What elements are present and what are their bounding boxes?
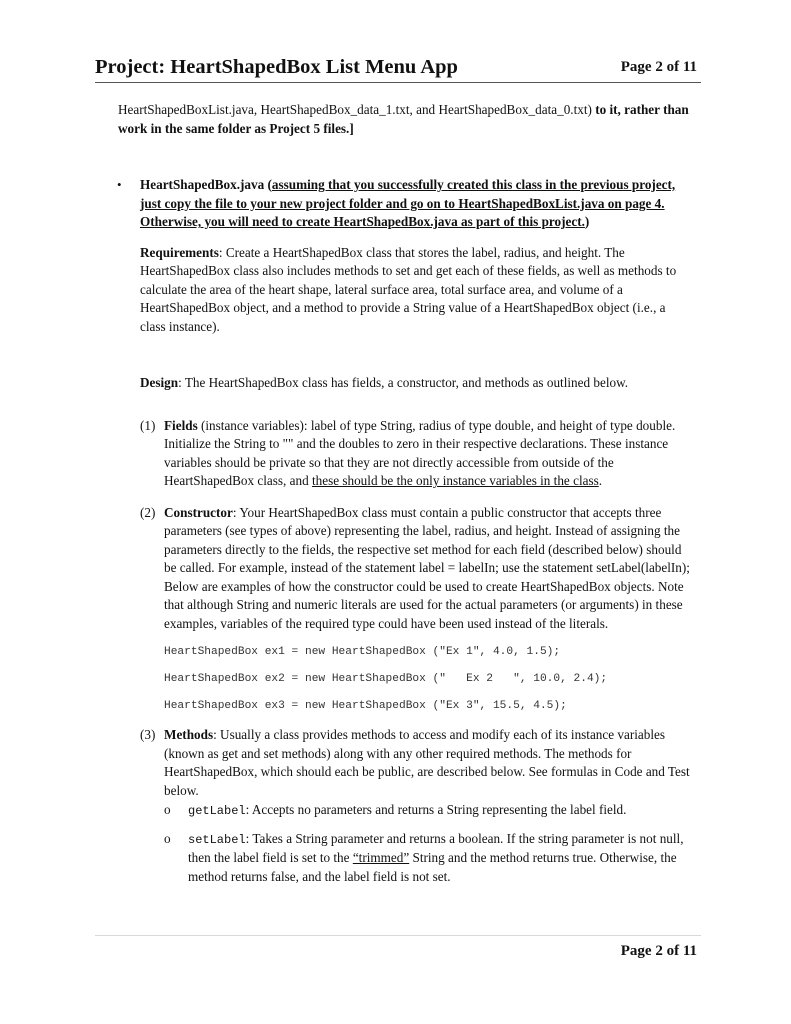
intro-paragraph	[118, 101, 693, 138]
constructor-item	[140, 504, 693, 714]
bullet-heartshapedbox	[118, 176, 693, 886]
bullet-open-paren: (	[264, 177, 272, 192]
method-setlabel	[164, 830, 693, 887]
code-line: HeartShapedBox ex1 = new HeartShapedBox ("Ex 1", 4.0, 1.5);	[164, 646, 561, 658]
constructor-label: Constructor	[164, 504, 233, 520]
method-text: : Takes a String parameter and returns a boolean. If the string parameter is not null, then the label field is set to the	[188, 830, 684, 865]
bullet-marker: •	[117, 177, 122, 192]
footer-page-number: Page 2 of 11	[620, 943, 697, 959]
intro-text: HeartShapedBoxList.java, HeartShapedBox_data_1.txt, and HeartShapedBox_data_0.txt)	[118, 102, 592, 117]
fields-item	[140, 417, 693, 491]
methods-paragraph	[164, 726, 693, 800]
design-text: : The HeartShapedBox class has fields, a constructor, and methods as outlined below.	[178, 375, 629, 390]
intro-bold-text: to it, rather than work in the same folder as Project 5 files.]	[118, 102, 689, 136]
method-text: : Accepts no parameters and returns a String representing the label field.	[245, 802, 627, 817]
requirements-label: Requirements	[140, 244, 219, 260]
design-label: Design	[140, 375, 179, 390]
header-title: Project: HeartShapedBox List Menu App	[95, 56, 458, 78]
getlabel-description	[188, 801, 693, 821]
method-name: setLabel	[188, 832, 246, 847]
footer-divider	[95, 935, 701, 936]
method-name: getLabel	[188, 804, 246, 818]
bullet-close-paren: )	[584, 214, 590, 229]
constructor-number: (2)	[140, 504, 156, 520]
constructor-text: : Your HeartShapedBox class must contain a public constructor that accepts three parameters (see types of above) representing the label, radius, and height. Instead of assigning the parameters directly to the fields, the respective set method for each field (described below) should be called. For example, instead of the statement label = labelIn; use the statement setLabel(labelIn); Below are examples of how the constructor could be used to create HeartShapedBox objects. Note that although String and numeric literals are used for the actual parameters (or arguments) in these examples, variables of the required type could have been used instead of the literals.	[164, 504, 690, 631]
methods-item	[140, 726, 693, 886]
fields-underlined-text: these should be the only instance variables in the class	[311, 473, 599, 488]
design-paragraph	[140, 374, 693, 393]
bullet-heading	[140, 176, 693, 232]
sub-bullet-marker: o	[164, 830, 171, 846]
document-body	[118, 101, 693, 899]
code-examples	[164, 645, 693, 713]
requirements-text: : Create a HeartShapedBox class that stores the label, radius, and height. The HeartShapedBox class also includes methods to set and get each of these fields, as well as methods to calculate the area of the heart shape, lateral surface area, total surface area, and volume of a HeartShapedBox object, and a method to provide a String value of a HeartShapedBox object (i.e., a class instance).	[140, 244, 677, 334]
code-line: HeartShapedBox ex2 = new HeartShapedBox (" Ex 2 ", 10.0, 2.4);	[164, 673, 608, 685]
code-line: HeartShapedBox ex3 = new HeartShapedBox ("Ex 3", 15.5, 4.5);	[164, 700, 567, 712]
methods-text: : Usually a class provides methods to access and modify each of its instance variables (known as get and set methods) along with any other required methods. The methods for HeartShapedBox, which should each be public, are described below. See formulas in Code and Test below.	[164, 727, 690, 798]
page-header	[95, 56, 701, 83]
methods-number: (3)	[140, 727, 156, 742]
sub-bullet-marker: o	[164, 802, 171, 817]
method-getlabel	[164, 801, 693, 821]
fields-number: (1)	[140, 417, 156, 433]
header-page-number: Page 2 of 11	[620, 59, 697, 75]
methods-label: Methods	[164, 727, 214, 742]
fields-label: Fields	[164, 417, 198, 433]
bullet-file-name: HeartShapedBox.java	[140, 177, 265, 192]
fields-end: .	[598, 473, 603, 488]
bullet-note: assuming that you successfully created this class in the previous project, just copy the file to your new project folder and go on to HeartShapedBoxList.java on page 4. Otherwise, you will need to create HeartShapedBox.java as part of this project.	[140, 177, 676, 229]
fields-text: (instance variables): label of type String, radius of type double, and height of type double. Initialize the String to "" and the doubles to zero in their respective declarations. These instance variables should be private so that they are not directly accessible from outside of the HeartShapedBox class, and	[164, 417, 676, 488]
fields-paragraph	[164, 417, 693, 491]
setlabel-description	[188, 830, 693, 887]
method-text-after: String and the method returns true. Otherwise, the method returns false, and the label field is not set.	[188, 850, 677, 884]
requirements-paragraph	[140, 244, 693, 337]
method-underlined-text: “trimmed”	[352, 850, 410, 865]
constructor-paragraph	[164, 504, 693, 634]
